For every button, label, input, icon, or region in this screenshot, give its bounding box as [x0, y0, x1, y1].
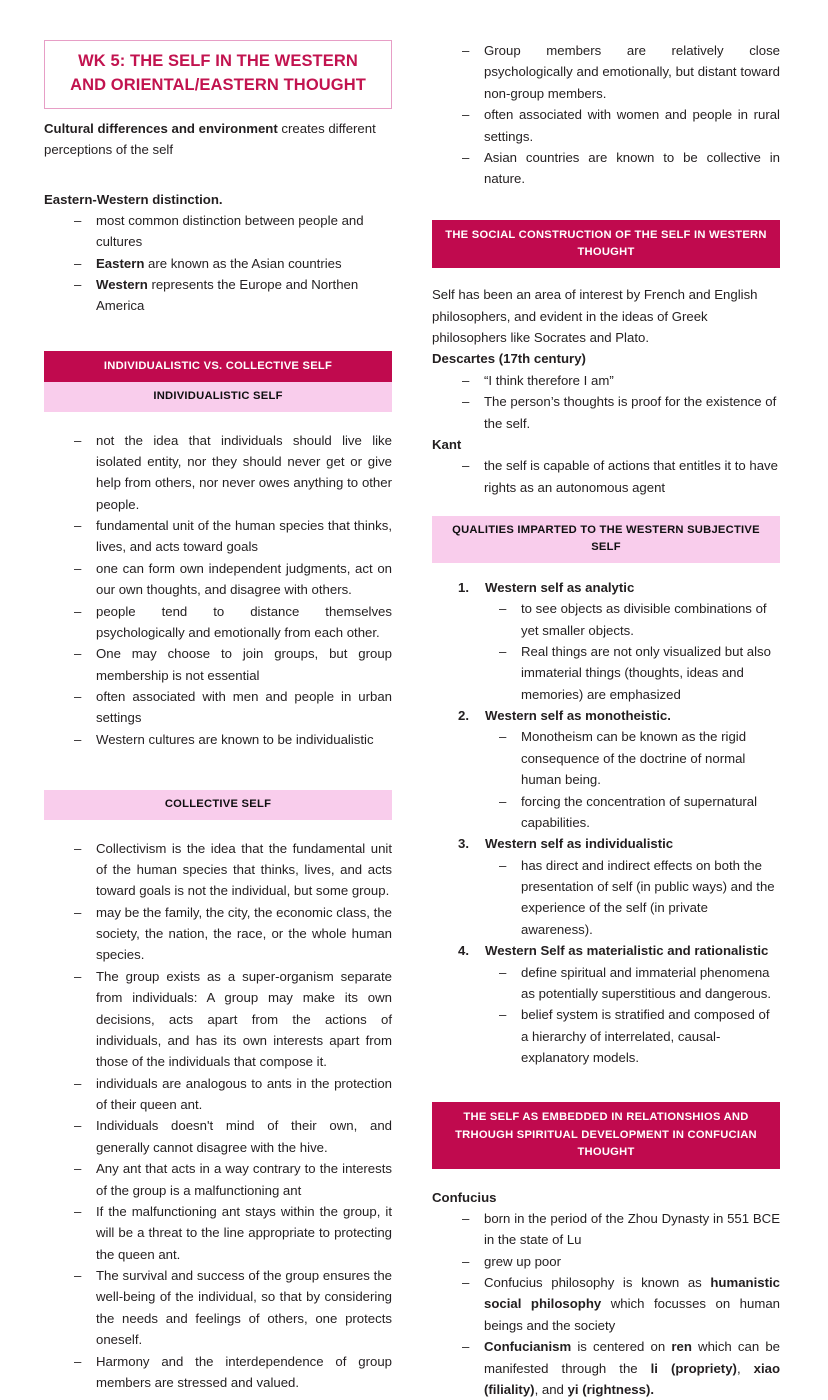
list-item-text: may be the family, the city, the economic class, the society, the nation, the race, or the whole human species.: [96, 904, 392, 963]
list-item-text: are known as the Asian countries: [144, 255, 342, 271]
list-item: [74, 1351, 392, 1394]
kant-list: [432, 455, 780, 498]
list-item: [499, 962, 780, 1005]
list-item-text: Collectivism is the idea that the fundamental unit of the human species that thinks, lives, and acts toward goals is not the individual, but some group.: [96, 840, 392, 899]
list-item: [74, 558, 392, 601]
list-item-text: often associated with women and people in rural settings.: [484, 107, 780, 144]
numbered-item: [458, 577, 780, 705]
list-item-text: The group exists as a super-organism separate from individuals: A group may make its own decisions, acts apart from the actions of individuals, and has its own interests apart from those of the individuals that compose it.: [96, 968, 392, 1070]
list-item-text: one can form own independent judgments, act on our own thoughts, and disagree with others.: [96, 560, 392, 598]
list-item-text: define spiritual and immaterial phenomena as potentially superstitious and dangerous.: [521, 964, 771, 1001]
list-item-bold: Western: [96, 277, 148, 293]
intro-paragraph: [44, 118, 392, 161]
page-title-line-1: WK 5: THE SELF IN THE WESTERN: [78, 52, 358, 70]
list-item: [74, 966, 392, 1073]
list-item-text: fundamental unit of the human species that thinks, lives, and acts toward goals: [96, 518, 392, 555]
banner-confucian-line-2: TRHOUGH SPIRITUAL DEVELOPMENT IN CONFUCIAN: [455, 1128, 757, 1141]
individualistic-self-list: [44, 430, 392, 751]
list-item: [499, 598, 780, 641]
list-item-text: to see objects as divisible combinations of yet smaller objects.: [521, 601, 767, 638]
list-item-text: people tend to distance themselves psychologically and emotionally from each other.: [96, 603, 392, 640]
numbered-item-sublist: [485, 598, 780, 705]
eastern-western-heading: [44, 189, 392, 210]
list-item-text: individuals are analogous to ants in the protection of their queen ant.: [96, 1075, 392, 1113]
numbered-item-sublist: [485, 962, 780, 1069]
list-item: [462, 1251, 780, 1272]
list-item: [499, 855, 780, 941]
list-item: [74, 1265, 392, 1351]
list-item-text: most common distinction between people and cultures: [96, 212, 364, 250]
list-item-text: Asian countries are known to be collective in nature.: [484, 149, 780, 187]
descartes-heading: Descartes (17th century): [432, 351, 586, 367]
numbered-item-title: Western self as analytic: [485, 579, 635, 595]
list-item: [74, 1073, 392, 1116]
intro-bold: Cultural differences and environment: [44, 120, 278, 136]
list-item-text: One may choose to join groups, but group membership is not essential: [96, 646, 392, 683]
list-item-text: born in the period of the Zhou Dynasty in 551 BCE in the state of Lu: [484, 1210, 780, 1248]
list-item-text: Any ant that acts in a way contrary to the interests of the group is a malfunctioning ant: [96, 1161, 392, 1198]
numbered-item-sublist: [485, 726, 780, 833]
eastern-western-list: [44, 210, 392, 317]
social-construction-paragraph: Self has been an area of interest by French and English philosophers, and evident in the ideas of Greek philosophers like Socrates and Plato.: [432, 287, 758, 346]
list-item: [462, 1272, 780, 1336]
list-item: [74, 253, 392, 274]
page-title: [44, 40, 392, 109]
list-item: [462, 391, 780, 434]
western-qualities-list: [432, 577, 780, 1069]
list-item-html: Confucianism is centered on ren which can be manifested through the li (propriety), xiao (filiality), and yi (rightness).: [484, 1339, 781, 1397]
intro-rest: creates different perceptions of the self: [44, 120, 376, 158]
list-item: [74, 1201, 392, 1265]
descartes-list: [432, 370, 780, 434]
list-item-text: forcing the concentration of supernatural capabilities.: [521, 793, 758, 830]
numbered-item: [458, 705, 780, 833]
banner-confucian-thought: [432, 1102, 780, 1168]
list-item-text: not the idea that individuals should live like isolated entity, nor they should never get or give help from others, nor never owes anything to other people.: [96, 432, 392, 512]
list-item: [74, 729, 392, 750]
right-column: [432, 40, 781, 1397]
numbered-item-title: Western self as individualistic: [485, 836, 674, 852]
list-item: [74, 210, 392, 253]
list-item-text: represents the Europe and Northen America: [96, 277, 359, 314]
list-item: [462, 455, 780, 498]
list-item-text: The person’s thoughts is proof for the existence of the self.: [484, 394, 777, 431]
list-item: [462, 40, 780, 104]
banner-individualistic-vs-collective: INDIVIDUALISTIC VS. COLLECTIVE SELF: [44, 351, 392, 382]
confucius-heading: Confucius: [432, 1189, 497, 1205]
list-item: [499, 1004, 780, 1068]
list-item: [74, 902, 392, 966]
list-item-text: Monotheism can be known as the rigid consequence of the doctrine of normal human being.: [521, 729, 747, 788]
list-item-html: Confucius philosophy is known as humanistic social philosophy which focusses on human beings and the society: [484, 1275, 781, 1333]
list-item: [74, 838, 392, 902]
eastern-western-heading-bold: Eastern-Western distinction: [44, 191, 219, 207]
list-item: [499, 726, 780, 790]
kant-heading: Kant: [432, 436, 462, 452]
numbered-item: [458, 940, 780, 1068]
banner-confucian-line-1: THE SELF AS EMBEDDED IN RELATIONSHIOS AND: [463, 1111, 749, 1124]
banner-collective-self: COLLECTIVE SELF: [44, 790, 392, 819]
list-item: [74, 1115, 392, 1158]
banner-individualistic-self: INDIVIDUALISTIC SELF: [44, 382, 392, 411]
list-item: [74, 515, 392, 558]
confucius-list: [432, 1208, 780, 1400]
banner-confucian-line-3: THOUGHT: [577, 1146, 635, 1159]
list-item: [499, 791, 780, 834]
list-item-text: Real things are not only visualized but also immaterial things (thoughts, ideas and memories) are emphasized: [521, 643, 771, 702]
numbered-item-sublist: [485, 855, 780, 941]
page-title-line-2: AND ORIENTAL/EASTERN THOUGHT: [70, 75, 366, 94]
list-item: [462, 1208, 780, 1251]
list-item: [74, 601, 392, 644]
list-item: [74, 686, 392, 729]
collective-self-continued-list: [432, 40, 780, 190]
collective-self-list: [44, 838, 392, 1394]
list-item-text: has direct and indirect effects on both the presentation of self (in public ways) and the experience of the self (in private awareness).: [521, 857, 775, 937]
list-item: [74, 1158, 392, 1201]
list-item-text: The survival and success of the group ensures the well-being of the individual, so that by considering the needs and feelings of others, one protects oneself.: [96, 1268, 392, 1348]
list-item-text: Group members are relatively close psychologically and emotionally, but distant toward non-group members.: [484, 43, 780, 101]
list-item-bold: Eastern: [96, 255, 145, 271]
list-item-text: grew up poor: [484, 1253, 561, 1269]
banner-qualities-imparted: QUALITIES IMPARTED TO THE WESTERN SUBJECTIVE SELF: [432, 516, 780, 563]
list-item-text: “I think therefore I am”: [484, 372, 614, 388]
list-item-text: often associated with men and people in urban settings: [96, 689, 392, 726]
list-item: [499, 641, 780, 705]
list-item-text: Western cultures are known to be individualistic: [96, 731, 374, 747]
list-item-text: belief system is stratified and composed of a hierarchy of interrelated, causal-explanatory models.: [521, 1007, 770, 1066]
numbered-item-title: Western self as monotheistic.: [485, 708, 671, 724]
list-item: [74, 643, 392, 686]
list-item-text: Harmony and the interdependence of group members are stressed and valued.: [96, 1353, 392, 1390]
list-item-text: If the malfunctioning ant stays within the group, it will be a threat to the line appropriate to protecting the queen ant.: [96, 1203, 392, 1262]
list-item: [462, 1336, 780, 1400]
numbered-item-title: Western Self as materialistic and rationalistic: [485, 943, 769, 959]
left-column: [44, 40, 392, 1390]
list-item: [74, 430, 392, 516]
numbered-item: [458, 833, 780, 940]
list-item: [462, 370, 780, 391]
list-item: [462, 104, 780, 147]
eastern-western-heading-rest: .: [218, 191, 223, 207]
list-item-text: Individuals doesn't mind of their own, and generally cannot disagree with the hive.: [96, 1118, 392, 1155]
banner-social-construction: THE SOCIAL CONSTRUCTION OF THE SELF IN WESTERN THOUGHT: [432, 220, 780, 269]
list-item: [462, 147, 780, 190]
list-item: [74, 274, 392, 317]
list-item-text: the self is capable of actions that entitles it to have rights as an autonomous agent: [484, 458, 778, 495]
